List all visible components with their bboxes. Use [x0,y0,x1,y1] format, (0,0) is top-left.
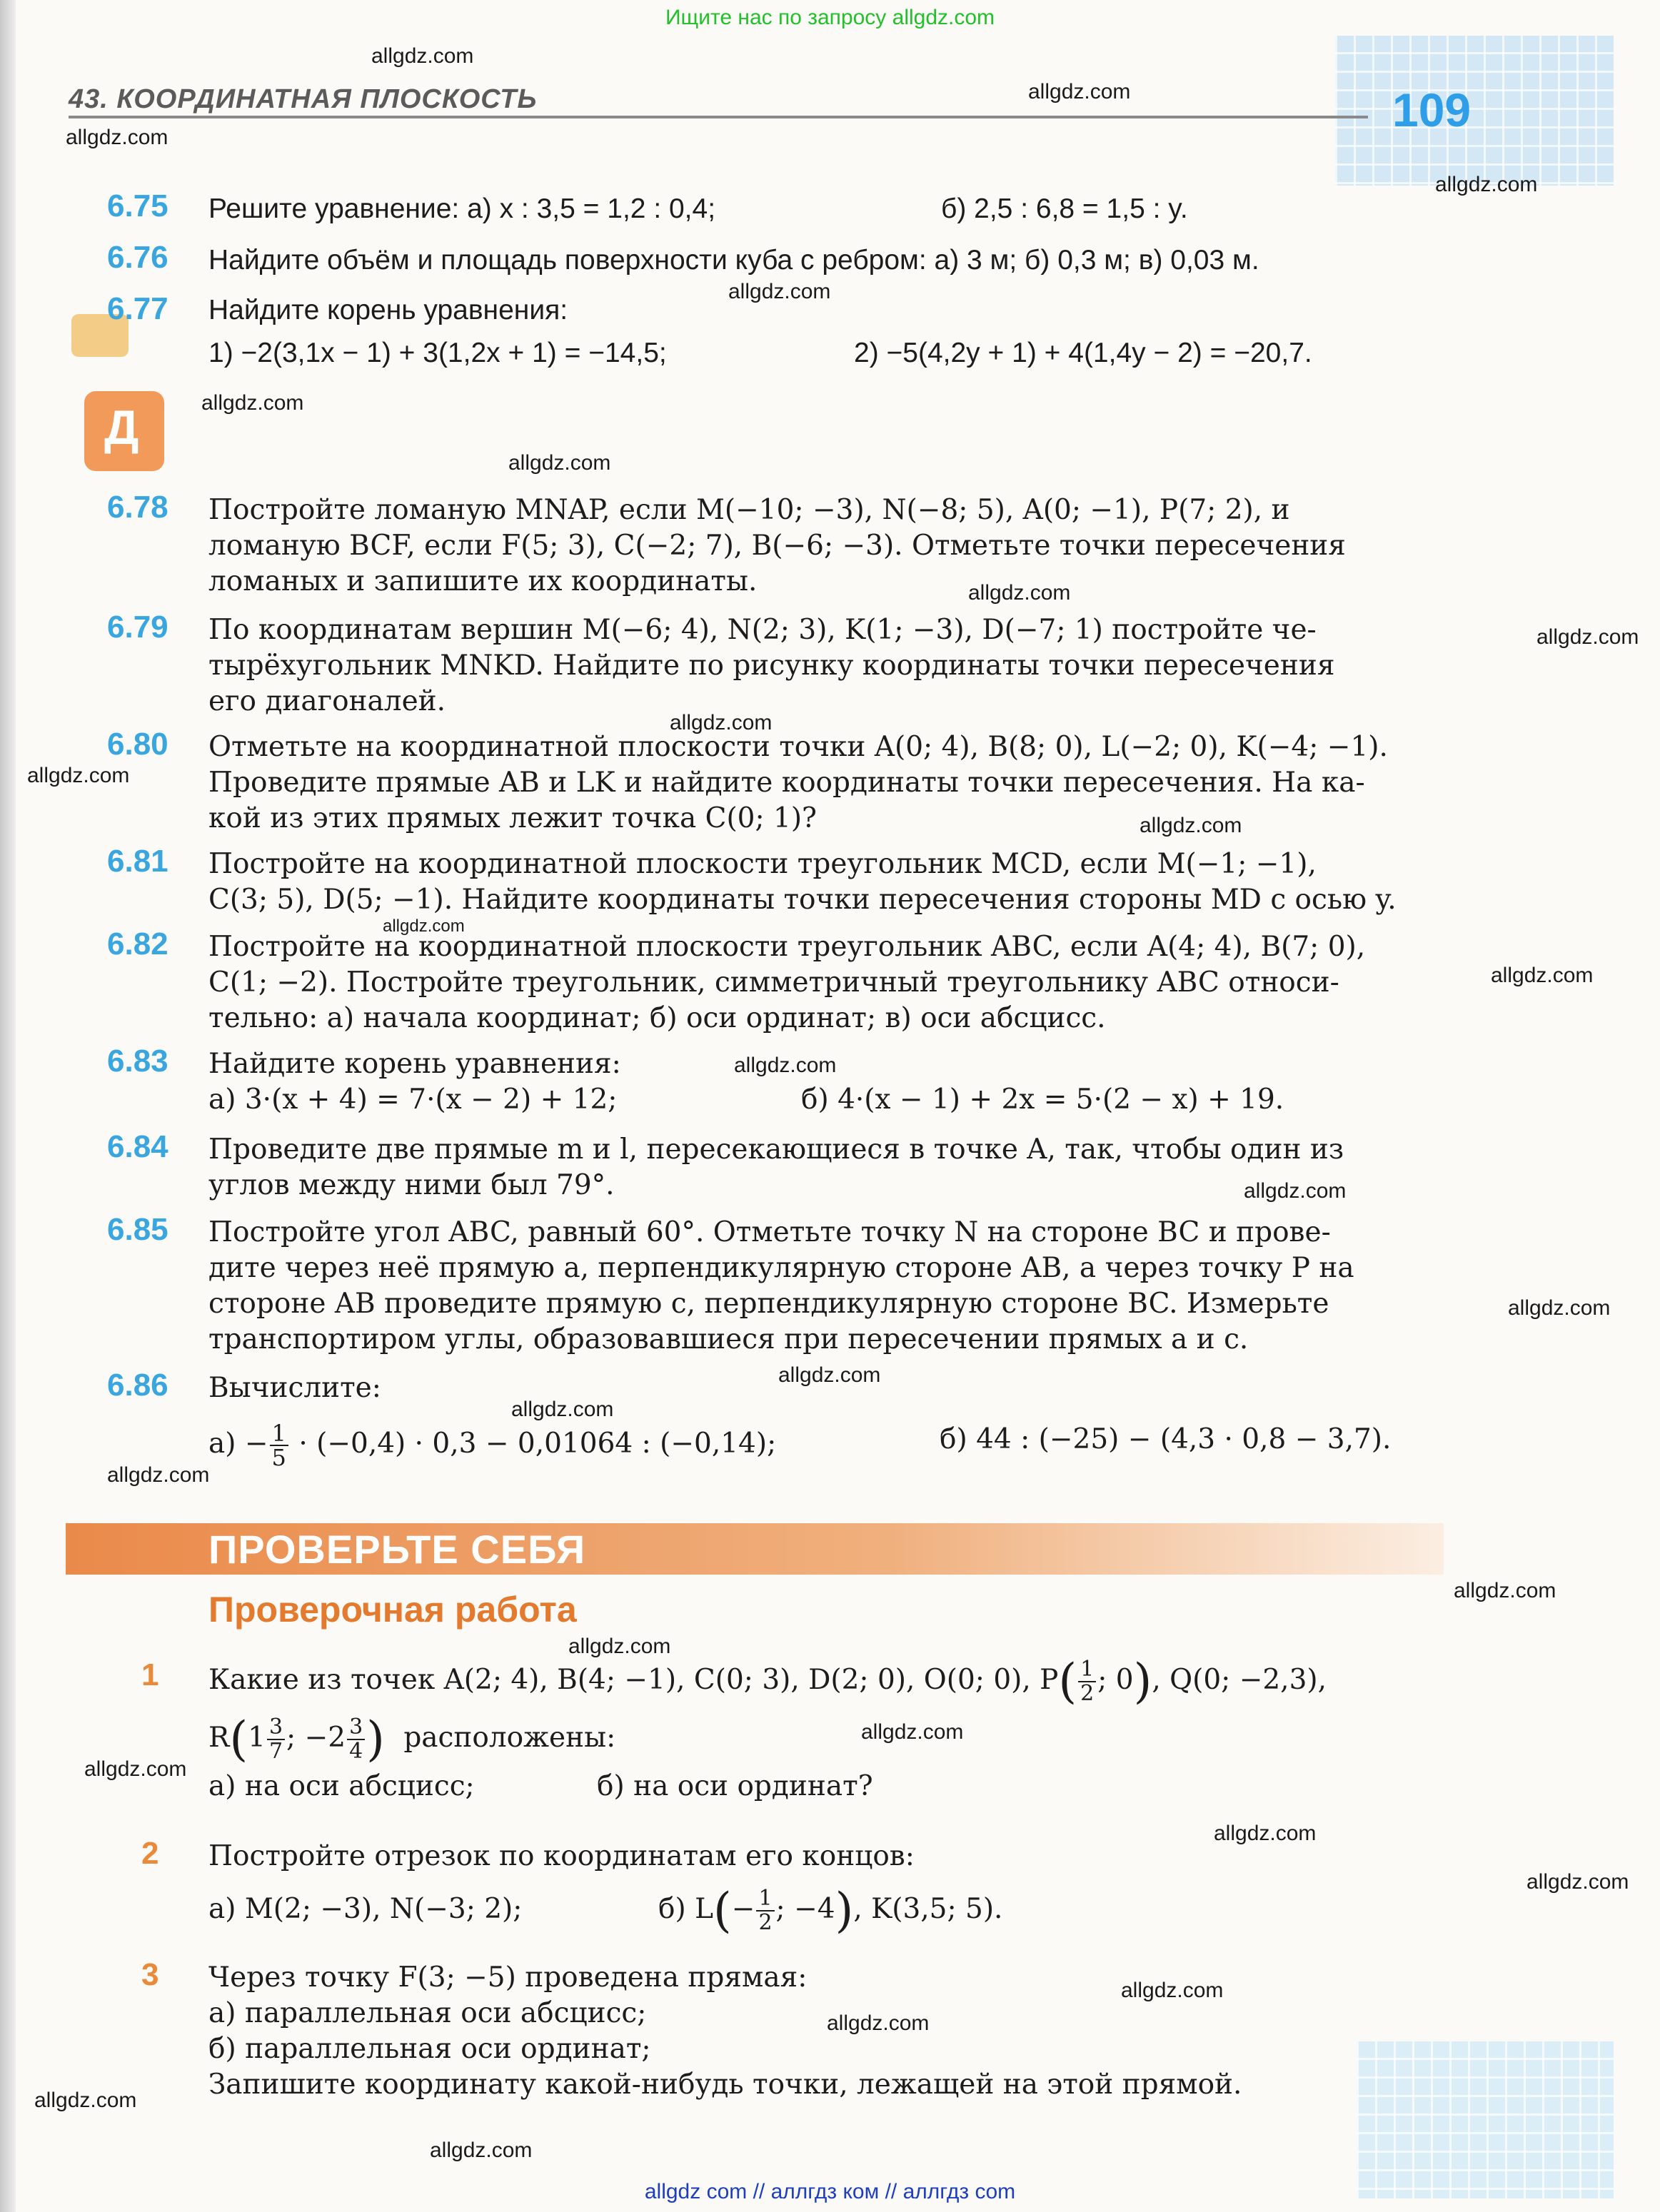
exercise-number: 6.81 [107,844,168,879]
exercise-line: ломаную BCF, если F(5; 3), C(−2; 7), B(−6; −3). Отметьте точки пересечения [208,530,1346,562]
decorative-grid-top [1335,36,1614,186]
exercise-6-80 [208,729,1489,837]
exercise-6-76 [208,243,1489,278]
exercise-number: 6.75 [107,188,168,223]
watermark: allgdz.com [201,391,304,415]
fraction: $\frac{1}{2}$ [756,1887,774,1934]
page-number: 109 [1392,84,1472,136]
bottom-banner[interactable]: allgdz com // аллгдз ком // аллгдз com [644,2180,1016,2203]
exercise-text: б) 2,5 : 6,8 = 1,5 : y. [941,193,1188,224]
exercise-line: стороне AB проведите прямую c, перпендикулярную стороне BC. Измерьте [208,1288,1329,1320]
watermark: allgdz.com [568,1635,671,1658]
exercise-line: его диагоналей. [208,685,446,717]
exercise-6-78 [208,493,1489,600]
watermark: allgdz.com [1214,1822,1317,1845]
watermark: allgdz.com [778,1363,881,1387]
top-banner[interactable]: Ищите нас по запросу allgdz.com [665,6,995,29]
exercise-line: тельно: а) начала координат; б) оси ординат; в) оси абсцисс. [208,1002,1106,1034]
exercise-number: 6.78 [107,490,168,525]
exercise-6-84 [208,1132,1489,1203]
watermark: allgdz.com [1244,1179,1347,1203]
equation: а) 3·(x + 4) = 7·(x − 2) + 12; [208,1084,618,1116]
difficulty-badge: Д [84,391,164,471]
section-title: 43. КООРДИНАТНАЯ ПЛОСКОСТЬ [69,84,538,114]
expression: а) − $\frac{1}{5}$ · (−0,4) · 0,3 − 0,01064 : (−0,14); [208,1420,777,1471]
watermark: allgdz.com [27,764,130,787]
watermark: allgdz.com [371,44,474,68]
exercise-number: 6.80 [107,727,168,762]
watermark: allgdz.com [728,280,831,303]
exercise-number: 6.76 [107,240,168,275]
header-divider [69,116,1368,118]
expression: б) 44 : (−25) − (4,3 · 0,8 − 3,7). [940,1423,1392,1455]
exercise-line: Постройте угол ABC, равный 60°. Отметьте точку N на стороне BC и прове- [208,1216,1331,1248]
exercise-line: Проведите две прямые m и l, пересекающиеся в точке A, так, чтобы один из [208,1133,1344,1166]
task-options: а) на оси абсцисс; б) на оси ординат? [208,1770,873,1802]
task-number: 2 [141,1836,159,1871]
exercise-6-75 [208,191,1489,227]
task-line: R(1 $\frac{3}{7}$ ; −2 $\frac{3}{4}$ ) расположены: [208,1712,616,1767]
exercise-number: 6.84 [107,1129,168,1164]
task-options: а) M(2; −3), N(−3; 2); б) L(− $\frac{1}{2}$ ; −4), K(3,5; 5). [208,1883,1003,1938]
exercise-6-79 [208,612,1489,719]
task-line: Какие из точек A(2; 4), B(4; −1), C(0; 3), D(2; 0), O(0; 0), P( $\frac{1}{2}$ ; 0), Q(0; −2,3), [208,1654,1327,1709]
exercise-line: кой из этих прямых лежит точка C(0; 1)? [208,802,817,834]
watermark: allgdz.com [968,581,1071,605]
section-banner: ПРОВЕРЬТЕ СЕБЯ [66,1523,1444,1575]
exercise-text: Найдите корень уравнения: [208,1048,621,1080]
exercise-number: 6.82 [107,926,168,961]
exercise-6-82 [208,929,1489,1036]
exercise-number: 6.79 [107,610,168,645]
task-1 [208,1653,1489,1806]
task-3 [208,1960,1489,2103]
exercise-6-77 [208,293,1489,380]
task-2 [208,1839,1489,1943]
exercise-line: C(1; −2). Постройте треугольник, симметричный треугольнику ABC относи- [208,966,1339,999]
task-number: 1 [141,1657,159,1692]
exercise-number: 6.77 [107,291,168,326]
watermark: allgdz.com [670,711,773,734]
exercise-line: C(3; 5), D(5; −1). Найдите координаты точки пересечения стороны MD с осью y. [208,884,1397,916]
task-number: 3 [141,1957,159,1992]
exercise-line: транспортиром углы, образовавшиеся при пересечении прямых a и c. [208,1323,1249,1355]
exercise-line: углов между ними был 79°. [208,1169,615,1201]
equation: 2) −5(4,2y + 1) + 4(1,4y − 2) = −20,7. [854,338,1312,368]
watermark: allgdz.com [107,1463,210,1487]
watermark: allgdz.com [1121,1979,1224,2002]
watermark: allgdz.com [84,1757,187,1781]
watermark: allgdz.com [1491,964,1594,987]
task-line: а) параллельная оси абсцисс; [208,1997,647,2029]
subsection-title: Проверочная работа [208,1590,577,1630]
watermark: allgdz.com [34,2089,137,2112]
exercise-line: Проведите прямые AB и LK и найдите координаты точки пересечения. На ка- [208,767,1365,799]
task-line: Запишите координату какой-нибудь точки, лежащей на этой прямой. [208,2069,1242,2101]
equation: 1) −2(3,1x − 1) + 3(1,2x + 1) = −14,5; [208,338,667,368]
watermark: allgdz.com [1435,173,1538,196]
exercise-text: Найдите корень уравнения: [208,295,568,325]
watermark: allgdz.com [1140,814,1242,837]
task-line: Через точку F(3; −5) проведена прямая: [208,1961,808,1994]
exercise-line: тырёхугольник MNKD. Найдите по рисунку координаты точки пересечения [208,650,1335,682]
fraction: $\frac{1}{5}$ [270,1422,288,1469]
exercise-text: Решите уравнение: а) x : 3,5 = 1,2 : 0,4; [208,193,716,224]
exercise-line: дите через неё прямую a, перпендикулярную стороне AB, а через точку P на [208,1252,1354,1284]
fraction: $\frac{1}{2}$ [1078,1658,1096,1705]
exercise-line: По координатам вершин M(−6; 4), N(2; 3), K(1; −3), D(−7; 1) постройте че- [208,614,1317,646]
exercise-number: 6.86 [107,1368,168,1403]
watermark: allgdz.com [383,916,465,936]
exercise-text: Найдите объём и площадь поверхности куба с ребром: а) 3 м; б) 0,3 м; в) 0,03 м. [208,245,1259,276]
watermark: allgdz.com [734,1054,837,1077]
exercise-number: 6.85 [107,1212,168,1247]
watermark: allgdz.com [511,1398,614,1421]
watermark: allgdz.com [1526,1870,1629,1894]
watermark: allgdz.com [1508,1296,1611,1320]
exercise-6-83 [208,1046,1489,1118]
task-line: Постройте отрезок по координатам его концов: [208,1840,915,1872]
exercise-6-85 [208,1215,1489,1358]
exercise-line: Отметьте на координатной плоскости точки A(0; 4), B(8; 0), L(−2; 0), K(−4; −1). [208,731,1388,763]
exercise-line: Постройте ломаную MNAP, если M(−10; −3), N(−8; 5), A(0; −1), P(7; 2), и [208,494,1290,526]
exercise-number: 6.83 [107,1044,168,1079]
page-edge [0,0,16,2212]
watermark: allgdz.com [1536,625,1639,649]
watermark: allgdz.com [1454,1579,1556,1602]
equation: б) 4·(x − 1) + 2x = 5·(2 − x) + 19. [801,1084,1284,1116]
watermark: allgdz.com [430,2138,533,2162]
task-line: б) параллельная оси ординат; [208,2033,651,2065]
watermark: allgdz.com [1028,80,1131,103]
exercise-6-81 [208,847,1489,918]
watermark: allgdz.com [861,1720,964,1744]
exercise-text: Вычислите: [208,1372,381,1404]
exercise-line: Постройте на координатной плоскости треугольник MCD, если M(−1; −1), [208,848,1317,880]
exercise-line: ломаных и запишите их координаты. [208,565,758,597]
watermark: allgdz.com [827,2011,930,2035]
fraction: $\frac{3}{4}$ [347,1716,365,1763]
exercise-6-86 [208,1370,1489,1473]
watermark: allgdz.com [508,451,611,475]
exercise-line: Постройте на координатной плоскости треугольник ABC, если A(4; 4), B(7; 0), [208,931,1366,963]
watermark: allgdz.com [66,126,168,149]
fraction: $\frac{3}{7}$ [267,1716,285,1763]
